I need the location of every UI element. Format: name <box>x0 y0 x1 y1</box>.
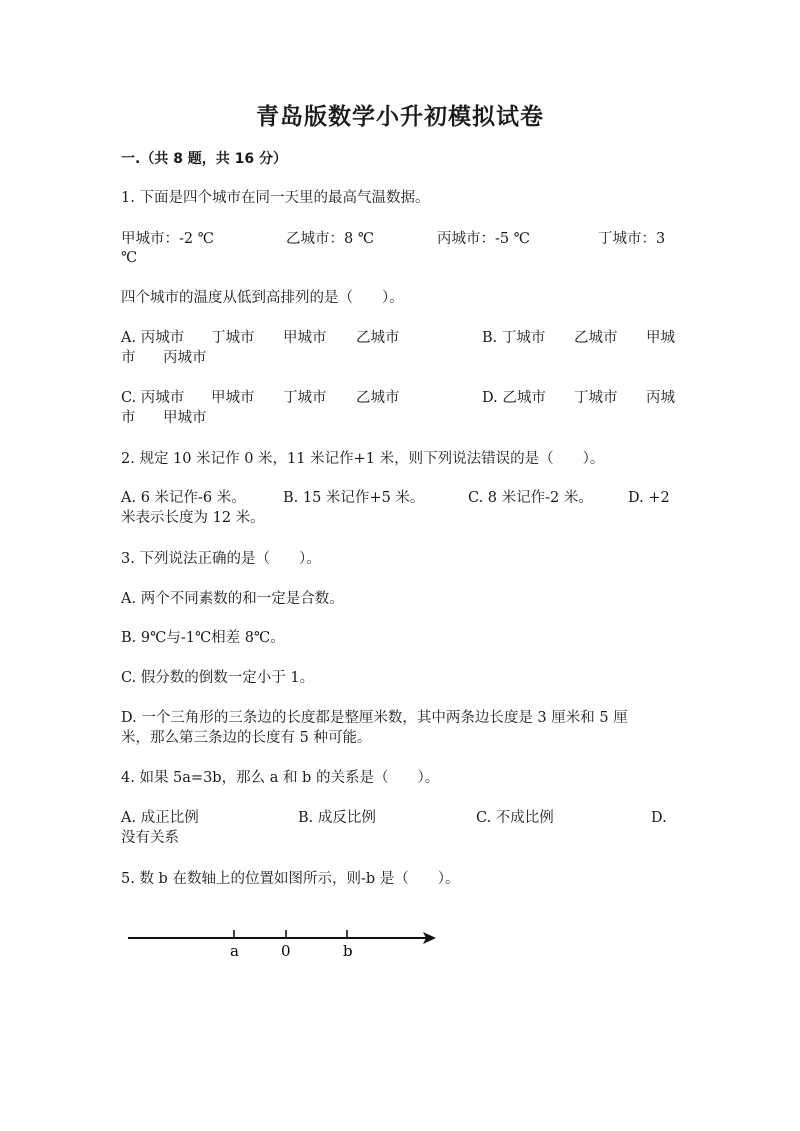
q3-option-b: B. 9℃与-1℃相差 8℃。 <box>121 630 285 646</box>
q1-temp-bing: 丙城市：-5 ℃ <box>437 231 530 247</box>
number-line-figure <box>120 920 450 965</box>
q1-temp-yi: 乙城市：8 ℃ <box>286 231 375 247</box>
axis-label-a: a <box>230 942 239 960</box>
q4-option-d: D. <box>651 810 667 826</box>
q1-option-c-2: 甲城市 <box>211 390 255 406</box>
q1-option-d-2: 丁城市 <box>574 390 618 406</box>
q2-option-a: A. 6 米记作-6 米。 <box>121 490 246 506</box>
q1-temp-ding: 丁城市：3 <box>598 231 666 247</box>
q1-option-d-1: D. 乙城市 <box>482 390 546 406</box>
q1-option-a-3: 甲城市 <box>283 330 327 346</box>
q1-option-c-1: C. 丙城市 <box>121 390 185 406</box>
q1-option-a-2: 丁城市 <box>211 330 255 346</box>
exam-title: 青岛版数学小升初模拟试卷 <box>256 103 544 130</box>
q1-option-c-3: 丁城市 <box>283 390 327 406</box>
q1-option-b-3: 甲城 <box>646 330 675 346</box>
q2-option-d: D. +2 <box>628 490 670 506</box>
q4-option-c: C. 不成比例 <box>476 810 554 826</box>
q1-option-d-5: 甲城市 <box>163 410 207 426</box>
q1-temp-wrap: ℃ <box>121 250 138 266</box>
q1-stem: 1. 下面是四个城市在同一天里的最高气温数据。 <box>121 190 430 206</box>
q2-option-b: B. 15 米记作+5 米。 <box>283 490 425 506</box>
q1-option-a-4: 乙城市 <box>356 330 400 346</box>
q3-option-d-line2: 米，那么第三条边的长度有 5 种可能。 <box>121 730 372 746</box>
q4-option-d-wrap: 没有关系 <box>121 830 179 846</box>
q1-option-b-4: 市 <box>121 350 136 366</box>
q1-option-b-2: 乙城市 <box>574 330 618 346</box>
axis-label-b: b <box>343 942 353 960</box>
q1-option-b-1: B. 丁城市 <box>482 330 546 346</box>
q2-option-c: C. 8 米记作-2 米。 <box>468 490 593 506</box>
q1-option-b-5: 丙城市 <box>163 350 207 366</box>
q1-option-c-4: 乙城市 <box>356 390 400 406</box>
q5-stem: 5. 数 b 在数轴上的位置如图所示，则-b 是（ ）。 <box>121 871 460 887</box>
q3-option-d-line1: D. 一个三角形的三条边的长度都是整厘米数，其中两条边长度是 3 厘米和 5 厘 <box>121 710 628 726</box>
section-header: 一.（共 8 题，共 16 分） <box>121 151 288 167</box>
q4-option-a: A. 成正比例 <box>121 810 199 826</box>
q4-option-b: B. 成反比例 <box>298 810 376 826</box>
q2-option-d-wrap: 米表示长度为 12 米。 <box>121 510 265 526</box>
q1-ask: 四个城市的温度从低到高排列的是（ ）。 <box>121 290 404 306</box>
axis-label-0: 0 <box>281 942 291 960</box>
q1-option-d-3: 丙城 <box>646 390 675 406</box>
q3-stem: 3. 下列说法正确的是（ ）。 <box>121 551 321 567</box>
q3-option-c: C. 假分数的倒数一定小于 1。 <box>121 670 315 686</box>
q1-temp-jia: 甲城市：-2 ℃ <box>121 231 214 247</box>
q4-stem: 4. 如果 5a=3b，那么 a 和 b 的关系是（ ）。 <box>121 770 440 786</box>
q2-stem: 2. 规定 10 米记作 0 米，11 米记作+1 米，则下列说法错误的是（ ）。 <box>121 451 605 467</box>
q3-option-a: A. 两个不同素数的和一定是合数。 <box>121 591 344 607</box>
q1-option-d-4: 市 <box>121 410 136 426</box>
q1-option-a-1: A. 丙城市 <box>121 330 185 346</box>
